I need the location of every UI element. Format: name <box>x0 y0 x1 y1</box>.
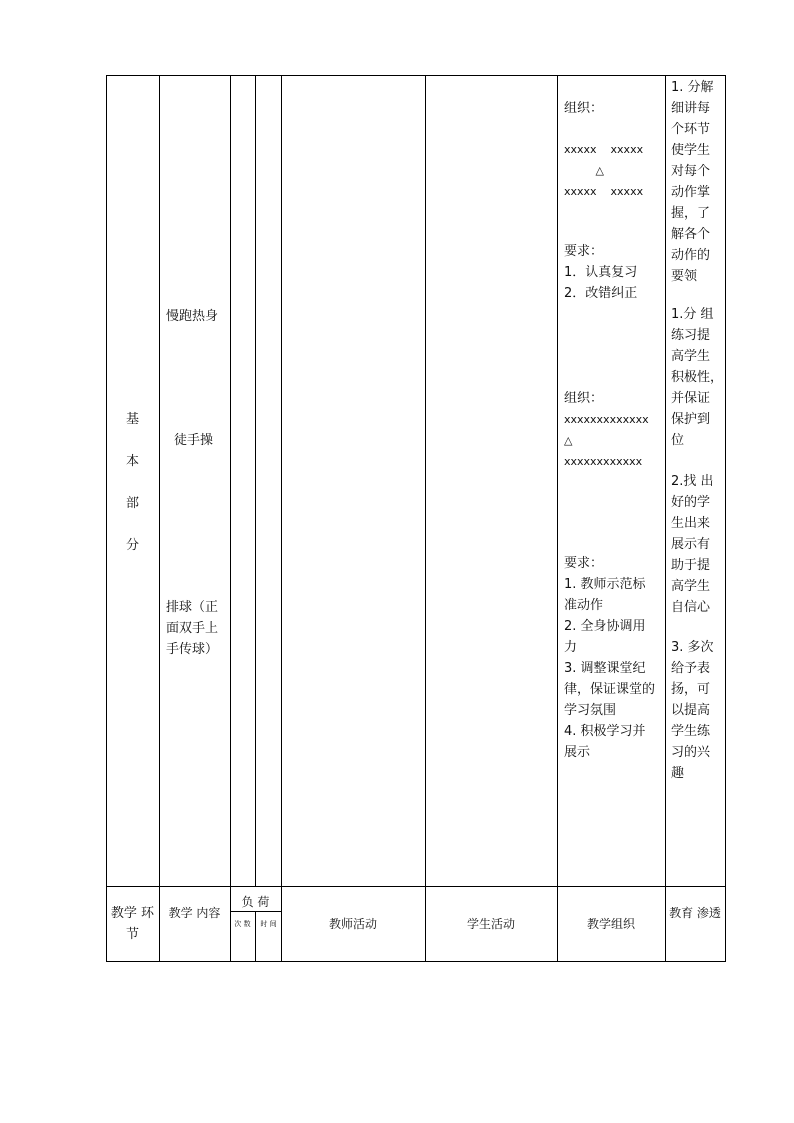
column-divider <box>230 75 231 962</box>
table-border-right <box>725 75 726 962</box>
header-teaching-content: 教学 内容 <box>168 906 221 920</box>
lesson-plan-table <box>106 75 726 962</box>
header-load-duration: 时 间 <box>260 920 277 928</box>
column-divider <box>255 75 256 886</box>
organization-label-1: 组织： <box>564 101 604 116</box>
header-teaching-organization: 教学组织 <box>586 917 635 931</box>
header-load: 负 荷 <box>241 895 270 909</box>
header-load-count: 次 数 <box>234 920 251 928</box>
education-block-1: 1. 分解 细讲每 个环节 使学生 对每个 动作掌 握，了 解各个 动作的 要领 <box>671 80 714 284</box>
table-border-bottom <box>106 961 726 962</box>
header-teaching-stage: 教学 环节 <box>110 906 155 942</box>
header-teacher-activity: 教师活动 <box>328 917 377 931</box>
education-block-4: 3. 多次 给予表 扬，可 以提高 学生练 习的兴 趣 <box>671 640 714 781</box>
requirements-2: 要求： 1. 教师示范标 准动作 2. 全身协调用 力 3. 调整课堂纪 律，保证课堂的 学习氛围 4. 积极学习并 展示 <box>564 556 656 760</box>
formation-diagram-1: xxxxx xxxxx △ xxxxx xxxxx <box>564 143 644 198</box>
column-divider <box>425 75 426 962</box>
education-block-2: 1.分 组 练习提 高学生 积极性， 并保证 保护到 位 <box>671 307 724 448</box>
column-divider <box>557 75 558 962</box>
column-divider <box>281 75 282 962</box>
table-border-top <box>106 75 726 76</box>
header-student-activity: 学生活动 <box>466 917 515 931</box>
formation-diagram-2: xxxxxxxxxxxxx △ xxxxxxxxxxxx <box>564 413 649 468</box>
organization-label-2: 组织： <box>564 391 604 406</box>
section-label: 基 本 部 分 <box>125 412 139 553</box>
header-education-penetration: 教育 渗透 <box>669 906 721 920</box>
requirements-1: 要求： 1．认真复习 2．改错纠正 <box>564 244 638 301</box>
content-bare-hand-exercise: 徒手操 <box>174 433 214 448</box>
content-warmup: 慢跑热身 <box>166 309 219 324</box>
header-row-divider <box>106 886 726 887</box>
column-divider <box>665 75 666 962</box>
column-divider <box>159 75 160 962</box>
content-volleyball: 排球（正 面双手上 手传球） <box>166 600 219 657</box>
education-block-3: 2.找 出 好的学 生出来 展示有 助于提 高学生 自信心 <box>671 474 714 615</box>
load-subheader-divider-vertical <box>255 911 256 961</box>
